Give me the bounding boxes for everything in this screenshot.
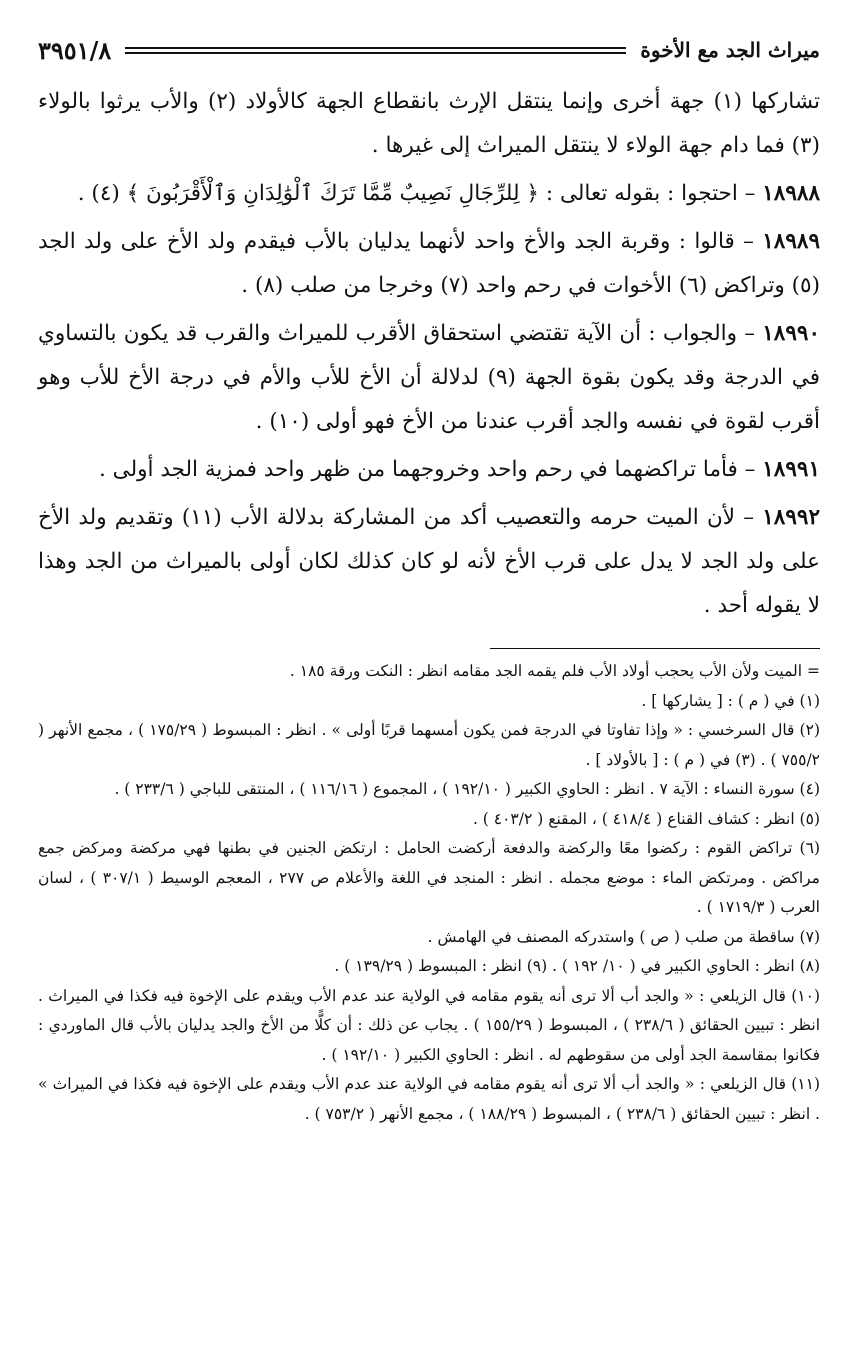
- footnote: (٧) ساقطة من صلب ( ص ) واستدركه المصنف في الهامش .: [427, 927, 820, 946]
- document-page: [38, 30, 820, 1129]
- paragraph-number: ١٨٩٩٢: [762, 505, 820, 530]
- paragraph-number: ١٨٩٩١: [762, 457, 820, 482]
- paragraph-text: – احتجوا : بقوله تعالى : ﴿ لِلرِّجَالِ نَصِيبٌ مِّمَّا تَرَكَ ٱلْوَٰلِدَانِ وَٱلْأَقْرَبُونَ ﴾ (٤) .: [77, 181, 763, 206]
- paragraph: [38, 312, 820, 444]
- footnote: (٢) قال السرخسي : « وإذا تفاوتا في الدرجة فمن يكون أمسهما قربًا أولى » . انظر : المبسوط ( ١٧٥/٢٩ ) ، مجمع الأنهر ( ٧٥٥/٢ ) . (٣) في ( م ) : [ بالأولاد ] .: [38, 721, 820, 769]
- footnote: (٤) سورة النساء : الآية ٧ . انظر : الحاوي الكبير ( ١٩٢/١٠ ) ، المجموع ( ١١٦/١٦ ) ، المنتقى للباجي ( ٢٣٣/٦ ) .: [114, 780, 820, 798]
- paragraph-text: – قالوا : وقربة الجد والأخ واحد لأنهما يدليان بالأب فيقدم ولد الأخ على ولد الجد (٥) وتراكض (٦) الأخوات في رحم واحد (٧) وخرجا من صلب (٨) .: [38, 229, 820, 298]
- main-text: [38, 80, 820, 628]
- footnote: (٨) انظر : الحاوي الكبير في ( ١٠/ ١٩٢ ) . (٩) انظر : المبسوط ( ١٣٩/٢٩ ) .: [334, 957, 820, 975]
- paragraph-text: – والجواب : أن الآية تقتضي استحقاق الأقرب للميراث والقرب قد يكون بالتساوي في الدرجة وقد يكون بقوة الجهة (٩) لدلالة أن الأخ للأب والأم في درجة الأخ للأب وهو أقرب لقوة في نفسه والجد أقرب عندنا من الأخ فهو أولى (١٠) .: [38, 321, 820, 434]
- paragraph-number: ١٨٩٨٨: [762, 181, 820, 206]
- paragraph-text: – فأما تراكضهما في رحم واحد وخروجهما من ظهر واحد فمزية الجد أولى .: [98, 457, 763, 482]
- paragraph-text: – لأن الميت حرمه والتعصيب أكد من المشاركة بدلالة الأب (١١) وتقديم ولد الأخ على ولد الجد لا يدل على قرب الأخ لأنه لو كان كذلك لكان أولى بالميراث من الجد وهذا لا يقوله أحد .: [38, 505, 820, 618]
- footnote: (٥) انظر : كشاف القناع ( ٤١٨/٤ ) ، المقنع ( ٤٠٣/٢ ) .: [472, 809, 820, 828]
- running-header: [38, 30, 820, 70]
- paragraph: [38, 220, 820, 308]
- paragraph-number: ١٨٩٩٠: [762, 321, 820, 346]
- paragraph: [38, 448, 820, 492]
- paragraph-text: تشاركها (١) جهة أخرى وإنما ينتقل الإرث بانقطاع الجهة كالأولاد (٢) والأب يرثوا بالولاء (٣) فما دام جهة الولاء لا ينتقل الميراث إلى غيرها .: [38, 89, 820, 158]
- footnotes: [38, 657, 820, 1129]
- paragraph: [38, 496, 820, 628]
- footnote: (٦) تراكض القوم : ركضوا معًا والركضة والدفعة أركضت الحامل : ارتكض الجنين في بطنها فهي مركضة ومركض جمع مراكض . ومرتكض الماء : موضع مجمله . انظر : المنجد في اللغة والأعلام ص ٢٧٧ ، المعجم الوسيط ( ٣٠٧/١ ) ، لسان العرب ( ١٧١٩/٣ ) .: [38, 839, 820, 916]
- paragraph: [38, 80, 820, 168]
- header-title: ميراث الجد مع الأخوة: [640, 38, 820, 62]
- footnote-separator: [490, 648, 820, 649]
- footnote: = الميت ولأن الأب يحجب أولاد الأب فلم يقمه الجد مقامه انظر : النكت ورقة ١٨٥ .: [289, 662, 820, 680]
- footnote: (١٠) قال الزيلعي : « والجد أب ألا ترى أنه يقوم مقامه في الولاية عند عدم الأب ويقدم على الإخوة فيه فكذا في الميراث . انظر : تبيين الحقائق ( ٢٣٨/٦ ) ، المبسوط ( ١٥٥/٢٩ ) . يجاب عن ذلك : أن كلًّا من الأخ والجد يدليان بالأب قال الماوردي : فكانوا بمقاسمة الجد أولى من سقوطهم له . انظر : الحاوي الكبير ( ١٩٢/١٠ ) .: [38, 986, 821, 1064]
- header-rule: [125, 47, 626, 54]
- footnote: (١١) قال الزيلعي : « والجد أب ألا ترى أنه يقوم مقامه في الولاية عند عدم الأب ويقدم على الإخوة فيه فكذا في الميراث » . انظر : تبيين الحقائق ( ٢٣٨/٦ ) ، المبسوط ( ١٨٨/٢٩ ) ، مجمع الأنهر ( ٧٥٣/٢ ) .: [38, 1075, 820, 1123]
- page-number: ٣٩٥١/٨: [38, 35, 112, 65]
- footnote: (١) في ( م ) : [ يشاركها ] .: [641, 691, 820, 710]
- paragraph: [38, 172, 820, 216]
- paragraph-number: ١٨٩٨٩: [762, 229, 820, 254]
